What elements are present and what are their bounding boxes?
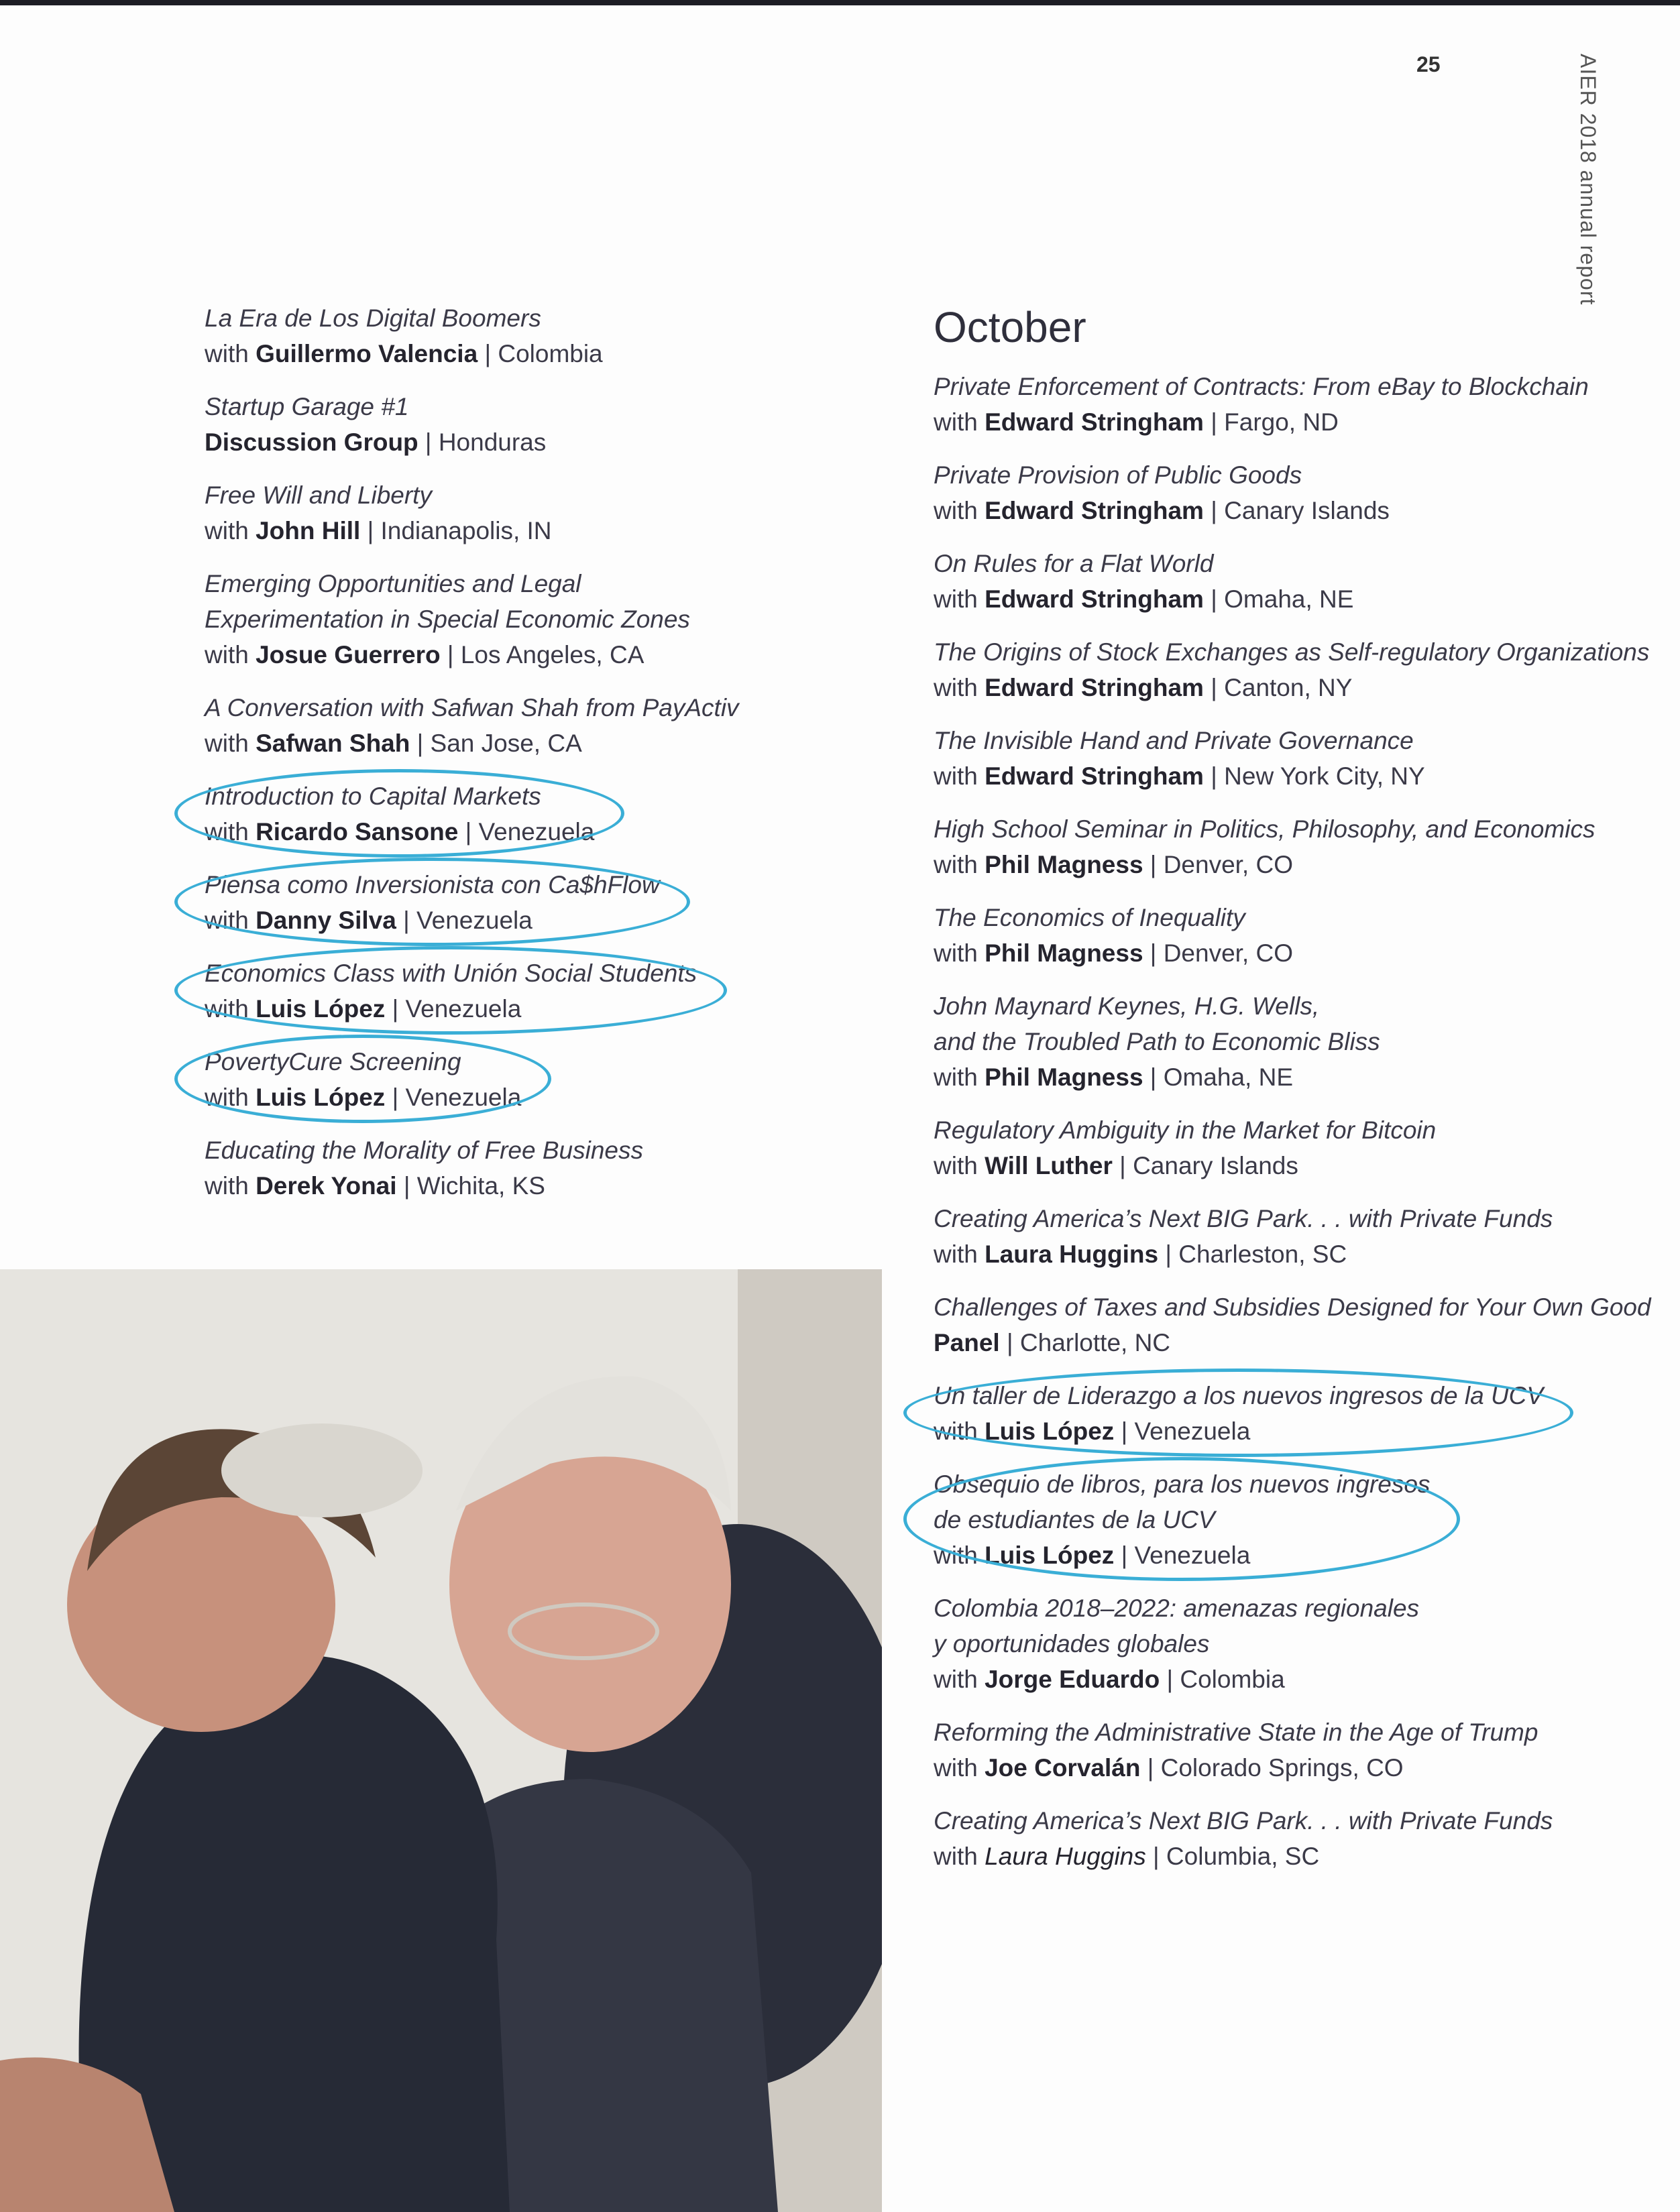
event-entry <box>205 477 875 548</box>
event-location: Venezuela <box>1134 1541 1251 1569</box>
separator: | <box>1140 1754 1161 1782</box>
event-title: Reforming the Administrative State in the Age of Trump <box>934 1719 1538 1746</box>
speaker-name: Will Luther <box>985 1152 1113 1179</box>
event-credit <box>205 903 875 938</box>
event-entry <box>934 1112 1671 1183</box>
separator: | <box>1112 1152 1133 1179</box>
credit-prefix: with <box>934 585 985 613</box>
event-credit <box>205 1168 875 1204</box>
separator: | <box>1143 1063 1164 1091</box>
event-credit <box>934 758 1671 794</box>
separator: | <box>360 517 381 544</box>
event-title: Creating America’s Next BIG Park. . . with Private Funds <box>934 1807 1553 1835</box>
event-credit <box>934 1750 1671 1786</box>
separator: | <box>1203 408 1225 436</box>
credit-prefix: with <box>934 1063 985 1091</box>
speaker-name: Edward Stringham <box>985 762 1204 790</box>
credit-prefix: with <box>205 995 256 1023</box>
credit-prefix: with <box>205 641 256 668</box>
left-column-events <box>205 300 875 1221</box>
separator: | <box>410 730 431 757</box>
event-entry <box>934 900 1671 971</box>
speaker-name: Danny Silva <box>256 907 396 934</box>
event-title: Challenges of Taxes and Subsidies Designed for Your Own Good <box>934 1293 1651 1321</box>
event-credit <box>205 336 875 371</box>
separator: | <box>1114 1541 1135 1569</box>
event-location: Canary Islands <box>1133 1152 1298 1179</box>
credit-prefix: with <box>205 517 256 544</box>
event-credit <box>934 1148 1671 1183</box>
speaker-name: Discussion Group <box>205 428 418 456</box>
credit-prefix: with <box>934 851 985 878</box>
speaker-name: Edward Stringham <box>985 585 1204 613</box>
credit-prefix: with <box>934 1754 985 1782</box>
event-credit <box>934 1236 1671 1272</box>
credit-prefix: with <box>934 1152 985 1179</box>
speaker-name: John Hill <box>256 517 361 544</box>
event-location: Colombia <box>1180 1666 1285 1693</box>
separator: | <box>1203 585 1225 613</box>
speaker-name: Josue Guerrero <box>256 641 441 668</box>
event-entry <box>205 566 875 673</box>
event-title: The Economics of Inequality <box>934 904 1245 931</box>
photo-two-men-talking <box>0 1269 882 2212</box>
speaker-name: Luis López <box>985 1417 1115 1445</box>
event-location: Los Angeles, CA <box>460 641 645 668</box>
event-entry <box>934 546 1671 617</box>
event-title: Creating America’s Next BIG Park. . . with Private Funds <box>934 1205 1553 1232</box>
speaker-name: Phil Magness <box>985 1063 1143 1091</box>
event-title: The Origins of Stock Exchanges as Self-regulatory Organizations <box>934 638 1650 666</box>
event-entry <box>205 300 875 371</box>
credit-prefix: with <box>934 497 985 524</box>
page-number: 25 <box>1416 52 1441 76</box>
event-location: Omaha, NE <box>1224 585 1354 613</box>
event-title: Colombia 2018–2022: amenazas regionales <box>934 1594 1420 1622</box>
separator: | <box>1158 1240 1179 1268</box>
separator: | <box>1160 1666 1180 1693</box>
event-entry <box>205 955 875 1027</box>
speaker-name: Ricardo Sansone <box>256 818 459 846</box>
event-location: Venezuela <box>405 1084 522 1111</box>
speaker-name: Edward Stringham <box>985 497 1204 524</box>
event-credit <box>934 493 1671 528</box>
speaker-name: Laura Huggins <box>985 1843 1146 1870</box>
speaker-name: Luis López <box>985 1541 1115 1569</box>
event-title: Obsequio de libros, para los nuevos ingresos <box>934 1470 1431 1498</box>
event-title: Private Enforcement of Contracts: From eBay to Blockchain <box>934 373 1589 400</box>
event-location: Colorado Springs, CO <box>1160 1754 1404 1782</box>
credit-prefix: with <box>934 762 985 790</box>
event-credit <box>205 725 875 761</box>
event-entry <box>205 867 875 938</box>
separator: | <box>1143 939 1164 967</box>
october-events-column <box>934 300 1671 1891</box>
speaker-name: Derek Yonai <box>256 1172 397 1200</box>
page-top-rule <box>0 0 1680 5</box>
event-photo <box>0 1269 882 2212</box>
separator: | <box>478 340 498 367</box>
credit-prefix: with <box>205 1172 256 1200</box>
event-location: Indianapolis, IN <box>380 517 552 544</box>
event-entry <box>934 1378 1671 1449</box>
october-heading: October <box>934 303 1086 351</box>
event-entry <box>205 778 875 850</box>
separator: | <box>1203 497 1225 524</box>
event-credit <box>934 1662 1671 1697</box>
event-title: John Maynard Keynes, H.G. Wells, <box>934 992 1320 1020</box>
event-title: Regulatory Ambiguity in the Market for Bitcoin <box>934 1116 1437 1144</box>
separator: | <box>458 818 479 846</box>
event-title-line-2: Experimentation in Special Economic Zones <box>205 605 690 633</box>
event-title: A Conversation with Safwan Shah from PayActiv <box>205 694 739 721</box>
speaker-name: Laura Huggins <box>985 1240 1159 1268</box>
credit-prefix: with <box>934 1843 985 1870</box>
event-location: Wichita, KS <box>416 1172 545 1200</box>
event-entry <box>934 634 1671 705</box>
credit-prefix: with <box>934 1666 985 1693</box>
event-entry <box>934 1201 1671 1272</box>
event-credit <box>934 847 1671 882</box>
credit-prefix: with <box>934 1417 985 1445</box>
event-location: Denver, CO <box>1163 851 1293 878</box>
october-event-list <box>934 369 1671 1874</box>
speaker-name: Guillermo Valencia <box>256 340 478 367</box>
credit-prefix: with <box>205 907 256 934</box>
credit-prefix: with <box>934 408 985 436</box>
credit-prefix: with <box>934 674 985 701</box>
event-location: Colombia <box>498 340 603 367</box>
separator: | <box>385 1084 406 1111</box>
speaker-name: Phil Magness <box>985 939 1143 967</box>
credit-prefix: with <box>934 939 985 967</box>
event-location: Honduras <box>438 428 547 456</box>
speaker-name: Luis López <box>256 995 386 1023</box>
credit-prefix: with <box>205 340 256 367</box>
speaker-name: Joe Corvalán <box>985 1754 1141 1782</box>
event-entry <box>934 723 1671 794</box>
event-location: Venezuela <box>478 818 595 846</box>
event-credit <box>205 424 875 460</box>
event-title: Private Provision of Public Goods <box>934 461 1302 489</box>
event-title: Emerging Opportunities and Legal <box>205 570 581 597</box>
event-entry <box>205 690 875 761</box>
event-location: Venezuela <box>416 907 533 934</box>
separator: | <box>1143 851 1164 878</box>
event-location: Canary Islands <box>1224 497 1390 524</box>
event-title-line-2: de estudiantes de la UCV <box>934 1506 1215 1533</box>
separator: | <box>1203 762 1225 790</box>
event-credit <box>934 1537 1671 1573</box>
credit-prefix: with <box>205 818 256 846</box>
event-credit <box>205 1080 875 1115</box>
event-location: Denver, CO <box>1163 939 1293 967</box>
speaker-name: Edward Stringham <box>985 408 1204 436</box>
event-title: Un taller de Liderazgo a los nuevos ingresos de la UCV <box>934 1382 1544 1409</box>
event-credit <box>205 637 875 673</box>
event-location: Columbia, SC <box>1166 1843 1320 1870</box>
credit-prefix: with <box>205 730 256 757</box>
event-title: Startup Garage #1 <box>205 393 409 420</box>
event-title: PovertyCure Screening <box>205 1048 461 1075</box>
event-title: Piensa como Inversionista con Ca$hFlow <box>205 871 660 898</box>
event-location: Venezuela <box>405 995 522 1023</box>
speaker-name: Panel <box>934 1329 1000 1356</box>
separator: | <box>1203 674 1225 701</box>
separator: | <box>999 1329 1020 1356</box>
event-entry <box>205 389 875 460</box>
event-entry <box>205 1044 875 1115</box>
event-entry <box>934 1803 1671 1874</box>
event-title: On Rules for a Flat World <box>934 550 1214 577</box>
event-credit <box>934 935 1671 971</box>
event-credit <box>934 1413 1671 1449</box>
separator: | <box>385 995 406 1023</box>
event-credit <box>205 513 875 548</box>
separator: | <box>396 1172 417 1200</box>
event-title-line-2: and the Troubled Path to Economic Bliss <box>934 1028 1380 1055</box>
separator: | <box>418 428 439 456</box>
event-credit <box>934 581 1671 617</box>
credit-prefix: with <box>205 1084 256 1111</box>
event-title-line-2: y oportunidades globales <box>934 1630 1210 1657</box>
event-title: Free Will and Liberty <box>205 481 432 509</box>
event-entry <box>934 1289 1671 1360</box>
event-title: Economics Class with Unión Social Students <box>205 959 697 987</box>
speaker-name: Edward Stringham <box>985 674 1204 701</box>
event-credit <box>205 814 875 850</box>
credit-prefix: with <box>934 1541 985 1569</box>
event-title: La Era de Los Digital Boomers <box>205 304 541 332</box>
event-entry <box>934 457 1671 528</box>
event-entry <box>205 1132 875 1204</box>
event-location: Charlotte, NC <box>1019 1329 1171 1356</box>
event-location: Fargo, ND <box>1224 408 1339 436</box>
separator: | <box>396 907 417 934</box>
event-title: High School Seminar in Politics, Philosophy, and Economics <box>934 815 1595 843</box>
event-location: Charleston, SC <box>1178 1240 1347 1268</box>
event-title: The Invisible Hand and Private Governance <box>934 727 1414 754</box>
speaker-name: Safwan Shah <box>256 730 410 757</box>
event-title: Introduction to Capital Markets <box>205 782 541 810</box>
event-credit <box>934 1839 1671 1874</box>
separator: | <box>1114 1417 1135 1445</box>
speaker-name: Jorge Eduardo <box>985 1666 1160 1693</box>
speaker-name: Luis López <box>256 1084 386 1111</box>
event-location: San Jose, CA <box>430 730 582 757</box>
event-title: Educating the Morality of Free Business <box>205 1137 643 1164</box>
event-location: Omaha, NE <box>1163 1063 1293 1091</box>
event-credit <box>934 1325 1671 1360</box>
event-entry <box>934 1466 1671 1573</box>
event-entry <box>934 1590 1671 1697</box>
running-head: AIER 2018 annual report <box>1576 54 1600 306</box>
separator: | <box>440 641 461 668</box>
event-credit <box>205 991 875 1027</box>
credit-prefix: with <box>934 1240 985 1268</box>
speaker-name: Phil Magness <box>985 851 1143 878</box>
event-credit <box>934 1059 1671 1095</box>
event-location: Venezuela <box>1134 1417 1251 1445</box>
event-credit <box>934 404 1671 440</box>
event-entry <box>934 811 1671 882</box>
separator: | <box>1145 1843 1166 1870</box>
event-entry <box>934 1714 1671 1786</box>
event-entry <box>934 988 1671 1095</box>
event-credit <box>934 670 1671 705</box>
event-location: Canton, NY <box>1224 674 1353 701</box>
event-entry <box>934 369 1671 440</box>
event-location: New York City, NY <box>1224 762 1425 790</box>
